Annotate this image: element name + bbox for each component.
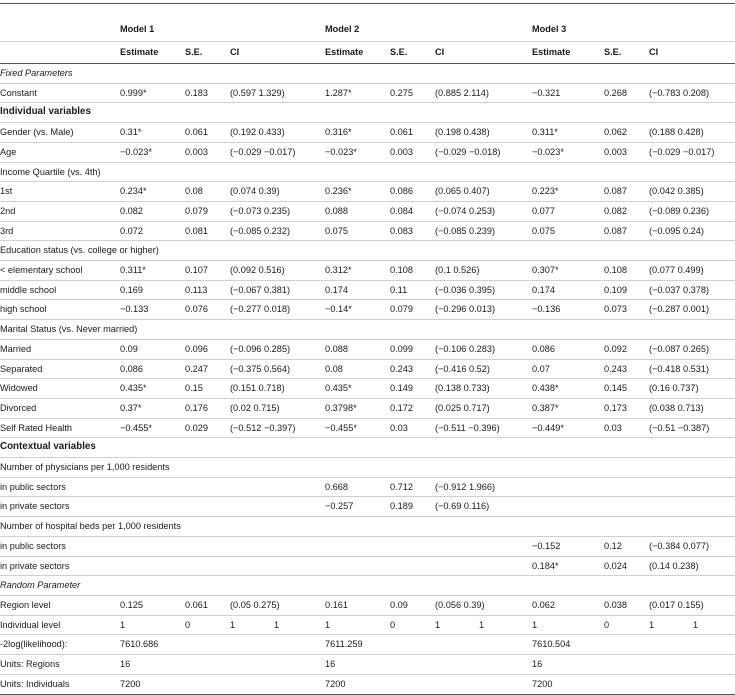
model-2-estimate-cell: −0.14* [321,300,386,320]
table-row [0,359,735,379]
model-1-se-cell: 0.176 [181,398,226,418]
model-3-ci-cell: (−0.087 0.265) [645,339,735,359]
model-1-estimate-cell [116,497,181,517]
section-header-row [0,241,735,261]
model-3-ci-cell [645,497,735,517]
row-label: in private sectors [0,497,116,517]
model-2-summary-cell: 16 [321,655,528,675]
table-row [0,379,735,399]
model-2-estimate-cell: −0.455* [321,418,386,438]
model-2-se-cell: 0.03 [386,418,431,438]
model-2-ci-cell [431,615,528,635]
table-row [0,674,735,694]
row-label: in public sectors [0,536,116,556]
column-header-row [0,42,735,64]
model-1-se-cell [181,556,226,576]
model-3-se-cell [600,497,645,517]
model-3-estimate-cell [528,477,600,497]
model-3-summary-cell: 16 [528,655,735,675]
model-3-se-cell: 0.038 [600,595,645,615]
model-1-ci-cell [226,477,321,497]
model-header-row [0,17,735,42]
table-top-rule [0,3,735,4]
model-3-ci-cell [645,477,735,497]
row-label: Age [0,142,116,162]
model-1-summary-cell: 7200 [116,674,321,694]
model-1-ci-cell: (0.05 0.275) [226,595,321,615]
model-1-ci-cell: (−0.277 0.018) [226,300,321,320]
section-label: Number of hospital beds per 1,000 residents [0,517,735,537]
model-3-se-cell: 0.173 [600,398,645,418]
row-label: < elementary school [0,261,116,281]
row-label: Region level [0,595,116,615]
model-3-ci-cell: (0.16 0.737) [645,379,735,399]
model-2-ci-cell: (−0.912 1.966) [431,477,528,497]
model-1-estimate-cell [116,477,181,497]
model-3-se-cell: 0.087 [600,221,645,241]
model-2-ci-cell: (0.056 0.39) [431,595,528,615]
section-label: Education status (vs. college or higher) [0,241,735,261]
model-3-estimate-cell: 0.174 [528,280,600,300]
model-2-estimate-cell: 0.435* [321,379,386,399]
model-2-estimate-cell: 0.174 [321,280,386,300]
model-2-estimate-cell: 0.668 [321,477,386,497]
row-label: in public sectors [0,477,116,497]
table-row [0,497,735,517]
row-label: Widowed [0,379,116,399]
section-header-row [0,458,735,478]
model-1-estimate-cell: −0.023* [116,142,181,162]
model-1-ci-cell: (0.02 0.715) [226,398,321,418]
row-label: -2log(likelihood): [0,635,116,655]
model-1-estimate-cell: 0.234* [116,182,181,202]
model-2-se-cell: 0.149 [386,379,431,399]
model-3-ci-cell: (−0.287 0.001) [645,300,735,320]
model-3-ci-cell: (−0.095 0.24) [645,221,735,241]
model-3-header: Model 3 [528,17,735,42]
model-3-ci-cell: (0.017 0.155) [645,595,735,615]
model-2-se-cell: 0.11 [386,280,431,300]
model-1-ci-cell: (−0.029 −0.017) [226,142,321,162]
model-2-estimate-cell: −0.023* [321,142,386,162]
model-2-se-cell: 0.083 [386,221,431,241]
model-2-ci-cell: (0.885 2.114) [431,83,528,103]
header-blank [0,17,116,42]
table-row [0,398,735,418]
model-1-estimate-cell [116,536,181,556]
model-2-header: Model 2 [321,17,528,42]
model-2-se-cell: 0.003 [386,142,431,162]
section-header-row [0,103,735,123]
table-row [0,418,735,438]
model-2-ci-cell: (0.025 0.717) [431,398,528,418]
model-1-se-cell: 0.15 [181,379,226,399]
section-label: Individual variables [0,103,735,123]
model-3-ci-cell: (−0.029 −0.017) [645,142,735,162]
model-3-estimate-cell: 1 [528,615,600,635]
model-2-estimate-cell: 0.08 [321,359,386,379]
model-3-estimate-cell: 0.223* [528,182,600,202]
model-3-se-cell: 0 [600,615,645,635]
table-row [0,536,735,556]
row-label: in private sectors [0,556,116,576]
ci-upper-bound: 1 [479,619,485,630]
model-3-ci-cell: (0.188 0.428) [645,123,735,143]
model-1-estimate-cell: 0.435* [116,379,181,399]
ci-upper-bound: 1 [693,619,699,630]
model-1-estimate-header: Estimate [116,42,181,64]
model-3-se-cell: 0.062 [600,123,645,143]
model-2-estimate-cell: 1.287* [321,83,386,103]
model-2-ci-cell: (−0.416 0.52) [431,359,528,379]
model-3-ci-cell: (0.038 0.713) [645,398,735,418]
section-header-row [0,320,735,340]
model-3-estimate-cell: 0.438* [528,379,600,399]
table-row [0,83,735,103]
model-1-se-cell: 0.183 [181,83,226,103]
model-3-se-cell: 0.03 [600,418,645,438]
model-2-ci-cell: (−0.69 0.116) [431,497,528,517]
model-3-se-cell: 0.268 [600,83,645,103]
model-1-se-cell: 0.029 [181,418,226,438]
model-1-estimate-cell: 0.082 [116,201,181,221]
regression-results-table [0,17,735,695]
row-label: high school [0,300,116,320]
row-label: Married [0,339,116,359]
model-1-se-cell: 0.079 [181,201,226,221]
model-2-se-cell: 0.712 [386,477,431,497]
model-2-se-cell: 0.086 [386,182,431,202]
model-3-summary-cell: 7610.504 [528,635,735,655]
model-1-ci-cell: (0.092 0.516) [226,261,321,281]
model-1-estimate-cell: 0.09 [116,339,181,359]
model-3-estimate-cell: 0.387* [528,398,600,418]
model-2-estimate-cell: 0.236* [321,182,386,202]
model-2-estimate-cell: −0.257 [321,497,386,517]
model-1-ci-cell: (−0.085 0.232) [226,221,321,241]
model-3-ci-cell: (0.077 0.499) [645,261,735,281]
section-header-row [0,162,735,182]
model-1-se-cell: 0.113 [181,280,226,300]
model-3-ci-cell: (−0.418 0.531) [645,359,735,379]
model-1-ci-cell [226,536,321,556]
model-1-se-cell: 0.003 [181,142,226,162]
ci-lower-bound: 1 [649,619,655,630]
model-1-ci-cell: (0.192 0.433) [226,123,321,143]
model-1-summary-cell: 16 [116,655,321,675]
table-row [0,142,735,162]
model-3-se-cell: 0.082 [600,201,645,221]
model-2-estimate-cell [321,556,386,576]
model-2-ci-cell: (0.065 0.407) [431,182,528,202]
model-1-ci-cell: (−0.067 0.381) [226,280,321,300]
model-1-se-cell [181,536,226,556]
model-2-ci-header: CI [431,42,528,64]
section-header-row [0,576,735,596]
model-3-estimate-cell: 0.086 [528,339,600,359]
model-1-ci-cell: (0.597 1.329) [226,83,321,103]
model-2-estimate-cell: 0.316* [321,123,386,143]
section-label: Fixed Parameters [0,64,735,84]
model-2-estimate-cell: 0.075 [321,221,386,241]
table-row [0,615,735,635]
model-2-se-cell: 0.099 [386,339,431,359]
table-row [0,635,735,655]
model-3-estimate-cell: −0.136 [528,300,600,320]
model-1-ci-header: CI [226,42,321,64]
section-label: Number of physicians per 1,000 residents [0,458,735,478]
row-label: Units: Regions [0,655,116,675]
table-row [0,556,735,576]
model-2-se-cell: 0.061 [386,123,431,143]
model-2-ci-cell: (−0.511 −0.396) [431,418,528,438]
row-label: Units: Individuals [0,674,116,694]
model-1-se-cell: 0.107 [181,261,226,281]
header-blank [0,42,116,64]
row-label: 3rd [0,221,116,241]
model-1-estimate-cell: 0.37* [116,398,181,418]
model-3-estimate-cell: 0.07 [528,359,600,379]
model-1-estimate-cell: 0.999* [116,83,181,103]
model-2-estimate-cell: 0.161 [321,595,386,615]
model-2-se-header: S.E. [386,42,431,64]
model-3-ci-cell: (0.042 0.385) [645,182,735,202]
model-1-ci-cell: (0.074 0.39) [226,182,321,202]
model-2-se-cell: 0.079 [386,300,431,320]
section-label: Income Quartile (vs. 4th) [0,162,735,182]
table-row [0,261,735,281]
model-1-se-cell [181,497,226,517]
model-1-estimate-cell: 0.086 [116,359,181,379]
model-2-estimate-cell: 0.088 [321,339,386,359]
model-2-se-cell: 0.189 [386,497,431,517]
row-label: Individual level [0,615,116,635]
model-2-ci-cell: (−0.074 0.253) [431,201,528,221]
model-3-ci-cell: (−0.51 −0.387) [645,418,735,438]
model-1-ci-cell: (−0.073 0.235) [226,201,321,221]
model-2-estimate-cell: 1 [321,615,386,635]
model-2-se-cell: 0.243 [386,359,431,379]
row-label: Separated [0,359,116,379]
model-3-estimate-cell [528,497,600,517]
model-1-se-cell: 0.081 [181,221,226,241]
model-1-se-cell: 0.096 [181,339,226,359]
model-2-se-cell: 0 [386,615,431,635]
model-2-se-cell: 0.172 [386,398,431,418]
model-1-summary-cell: 7610.686 [116,635,321,655]
model-3-ci-cell: (−0.384 0.077) [645,536,735,556]
model-2-se-cell: 0.09 [386,595,431,615]
model-2-se-cell [386,536,431,556]
model-2-ci-cell: (0.198 0.438) [431,123,528,143]
model-1-se-cell: 0.061 [181,595,226,615]
model-3-estimate-cell: 0.307* [528,261,600,281]
model-2-se-cell: 0.275 [386,83,431,103]
model-3-estimate-cell: 0.075 [528,221,600,241]
model-3-se-cell: 0.108 [600,261,645,281]
ci-upper-bound: 1 [274,619,280,630]
model-1-ci-cell: (0.151 0.718) [226,379,321,399]
table-row [0,280,735,300]
model-2-summary-cell: 7611.259 [321,635,528,655]
model-2-estimate-cell: 0.312* [321,261,386,281]
model-1-se-cell: 0.061 [181,123,226,143]
model-1-ci-cell: (−0.375 0.564) [226,359,321,379]
model-3-ci-cell: (−0.089 0.236) [645,201,735,221]
model-1-estimate-cell: 0.169 [116,280,181,300]
model-3-estimate-cell: 0.077 [528,201,600,221]
model-3-ci-header: CI [645,42,735,64]
model-3-estimate-cell: 0.311* [528,123,600,143]
model-1-header: Model 1 [116,17,321,42]
model-1-estimate-cell: 1 [116,615,181,635]
model-3-se-cell [600,477,645,497]
model-3-se-cell: 0.12 [600,536,645,556]
model-3-se-cell: 0.003 [600,142,645,162]
section-label: Marital Status (vs. Never married) [0,320,735,340]
model-3-se-cell: 0.024 [600,556,645,576]
model-3-estimate-header: Estimate [528,42,600,64]
model-3-se-cell: 0.243 [600,359,645,379]
model-3-estimate-cell: −0.023* [528,142,600,162]
model-1-estimate-cell: 0.125 [116,595,181,615]
model-2-se-cell: 0.108 [386,261,431,281]
model-1-se-cell: 0 [181,615,226,635]
model-3-estimate-cell: −0.152 [528,536,600,556]
model-1-se-cell: 0.076 [181,300,226,320]
model-1-se-cell [181,477,226,497]
model-3-ci-cell: (−0.783 0.208) [645,83,735,103]
table-row [0,595,735,615]
model-1-estimate-cell [116,556,181,576]
model-3-se-cell: 0.073 [600,300,645,320]
model-2-ci-cell: (0.1 0.526) [431,261,528,281]
model-1-ci-cell [226,556,321,576]
model-1-estimate-cell: 0.311* [116,261,181,281]
section-label: Random Parameter [0,576,735,596]
model-1-estimate-cell: −0.133 [116,300,181,320]
model-2-ci-cell: (−0.085 0.239) [431,221,528,241]
table-row [0,221,735,241]
model-3-ci-cell: (−0.037 0.378) [645,280,735,300]
row-label: Self Rated Health [0,418,116,438]
model-2-estimate-cell [321,536,386,556]
section-header-row [0,517,735,537]
model-3-estimate-cell: 0.062 [528,595,600,615]
model-3-estimate-cell: −0.449* [528,418,600,438]
table-row [0,123,735,143]
model-3-se-cell: 0.109 [600,280,645,300]
section-header-row [0,64,735,84]
model-2-ci-cell: (0.138 0.733) [431,379,528,399]
model-1-ci-cell: (−0.512 −0.397) [226,418,321,438]
model-1-ci-cell: (−0.096 0.285) [226,339,321,359]
row-label: Constant [0,83,116,103]
table-row [0,477,735,497]
model-1-estimate-cell: −0.455* [116,418,181,438]
model-2-estimate-cell: 0.088 [321,201,386,221]
model-2-ci-cell: (−0.296 0.013) [431,300,528,320]
model-3-estimate-cell: −0.321 [528,83,600,103]
model-2-se-cell: 0.084 [386,201,431,221]
model-2-ci-cell: (−0.106 0.283) [431,339,528,359]
model-3-summary-cell: 7200 [528,674,735,694]
row-label: 1st [0,182,116,202]
section-header-row [0,438,735,458]
row-label: Gender (vs. Male) [0,123,116,143]
table-row [0,339,735,359]
ci-lower-bound: 1 [230,619,236,630]
model-1-se-cell: 0.08 [181,182,226,202]
row-label: Divorced [0,398,116,418]
model-2-ci-cell [431,556,528,576]
model-2-ci-cell: (−0.036 0.395) [431,280,528,300]
model-3-se-cell: 0.092 [600,339,645,359]
model-3-se-cell: 0.145 [600,379,645,399]
model-2-estimate-cell: 0.3798* [321,398,386,418]
model-1-estimate-cell: 0.072 [116,221,181,241]
model-3-se-cell: 0.087 [600,182,645,202]
model-3-ci-cell [645,615,735,635]
model-1-estimate-cell: 0.31* [116,123,181,143]
model-3-ci-cell: (0.14 0.238) [645,556,735,576]
row-label: 2nd [0,201,116,221]
model-1-ci-cell [226,615,321,635]
model-2-ci-cell [431,536,528,556]
model-1-se-header: S.E. [181,42,226,64]
row-label: middle school [0,280,116,300]
table-row [0,182,735,202]
table-row [0,201,735,221]
model-1-ci-cell [226,497,321,517]
model-2-summary-cell: 7200 [321,674,528,694]
table-row [0,300,735,320]
model-3-se-header: S.E. [600,42,645,64]
table-row [0,655,735,675]
model-2-ci-cell: (−0.029 −0.018) [431,142,528,162]
model-2-se-cell [386,556,431,576]
model-1-se-cell: 0.247 [181,359,226,379]
model-3-estimate-cell: 0.184* [528,556,600,576]
model-2-estimate-header: Estimate [321,42,386,64]
section-label: Contextual variables [0,438,735,458]
table-body [0,64,735,695]
ci-lower-bound: 1 [435,619,441,630]
